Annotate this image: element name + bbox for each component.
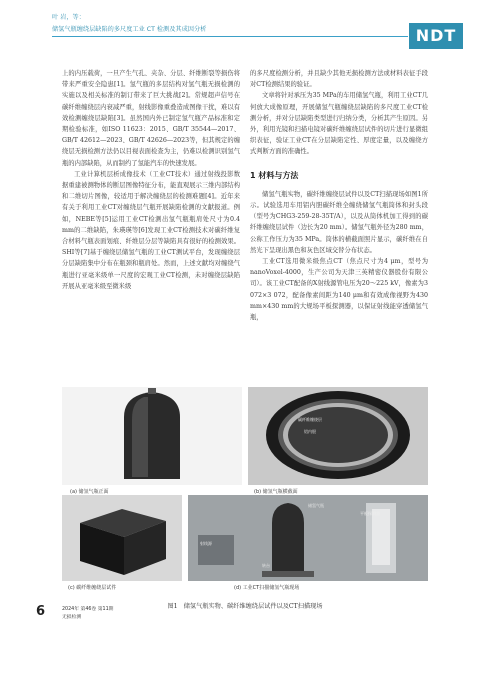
- journal-logo: NDT: [409, 23, 463, 49]
- figure-caption: 图1 储氢气瓶实物、碳纤维缠绕层试件以及CT扫描现场: [167, 603, 323, 610]
- label-turntable: 转台: [262, 563, 270, 568]
- label-aluminum-liner: 铝内胆: [304, 429, 316, 434]
- caption-panel-d: (d) 工业CT扫描储氢气瓶现场: [234, 585, 300, 591]
- footer-issue: 2024年 第46卷 第11期: [62, 607, 114, 612]
- label-carbon-fiber-layer: 碳纤维缠绕层: [298, 417, 322, 422]
- header-rule: [52, 36, 408, 37]
- paragraph: 工业CT选用微米级焦点CT（焦点尺寸为4 μm，型号为nanoVoxel-4000，生产公司为天津三英精密仪器股份有限公司）。该工业CT配备的X射线源管电压为20～225 kV，像素为3 072×3 072，配备像素间距为140 μm和有效成像视野为430 mm×430 mm的大规场平板探测器，以保证射线能穿透储氢气瓶，: [250, 258, 428, 322]
- caption-panel-b: (b) 储氢气瓶横截面: [254, 489, 298, 495]
- header-authors: 叶 岩，等：: [52, 14, 85, 21]
- paragraph: 的多尺度检测分析，并且缺少其他无损检测方法或材料表征手段对CT检测结果的验证。: [250, 70, 428, 89]
- section-heading: 1 材料与方法: [250, 170, 299, 180]
- paragraph: 文章将针对承压为35 MPa的车用储氢气瓶，利用工业CT几何放大成像原理，开展储氢气瓶缠绕层缺陷的多尺度工业CT检测分析，并对分层缺陷类型进行归纳分类，分析其产生原因。另外，利用光镜和扫描电镜对碳纤维缠绕层试件的切片进行显微组织表征，验证工业CT在分层缺陷定性、厚度定量，以及缠绕方式判断方面的准确性。: [250, 92, 428, 156]
- left-column: [62, 68, 240, 292]
- photo-cross-section: [248, 387, 428, 485]
- right-column: [250, 68, 428, 323]
- header-running-title: 储氢气瓶缠绕层缺陷的多尺度工业 CT 检测及其成因分析: [52, 26, 207, 33]
- label-flat-panel-detector: 平板探测器: [360, 511, 380, 516]
- page-header: [0, 0, 480, 62]
- caption-panel-c: (c) 碳纤维缠绕层试件: [68, 585, 117, 591]
- paragraph: 工业计算机层析成像技术（工业CT技术）通过射线投影数据重建被测物体的断层图像特征分布，能直观展示三维内部结构和二维切片图像，较适用于解决缠绕层的检测难题[4]。近年来有关于利用工业CT对缠绕层气瓶开展缺陷检测的文献报道。例如，NEBE等[5]运用工业CT检测出氢气瓶瓶肩处尺寸为0.4 mm的二维缺陷，朱瑛瑛等[6]发现工业CT检测技术对碳纤维复合材料气瓶表面划痕、纤维层分层等缺陷具有很好的检测效果。SHI等[7]基于缠绕层储氢气瓶的工业CT测试平台，发现缠绕层分层缺陷集中分布在瓶颈和瓶肩处。然而，上述文献均对缠绕气瓶进行亚毫米级单一尺度的宏观工业CT检测，未对缠绕层缺陷开展从亚毫米级至微米级: [62, 170, 240, 290]
- photo-specimen: [62, 495, 182, 581]
- label-cylinder: 储氢气瓶: [308, 503, 324, 508]
- photo-cylinder-front: [62, 387, 242, 485]
- paragraph: 上的内压载荷，一旦产生气孔、夹杂、分层、纤维断裂等损伤将带来严重安全隐患[1]。氢气瓶的多层结构对氢气瓶无损检测的实施以及相关标准的制订带来了巨大挑战[2]。常规超声信号在碳纤维缠绕层内衰减严重，射线影像重叠造成图像干扰，难以有效检测缠绕层缺陷[3]。虽然国内外已制定氢气瓶产品标准和定期检验标准，如ISO 11623：2015、GB/T 35544—2017、GB/T 42612—2023、GB/T 42626—2023等，但其规定的缠绕层无损检测方法仍以目视表面检查为主，仍难以检测识别氢气瓶的内部缺陷，从而制约了氢能汽车的快速发展。: [62, 70, 240, 167]
- caption-panel-a: (a) 储氢气瓶正面: [70, 489, 109, 495]
- footer-journal: 无损检测: [62, 615, 82, 620]
- page-number: 6: [36, 604, 46, 619]
- footer-info: [62, 606, 113, 622]
- label-xray-source: 射线源: [200, 541, 212, 546]
- paragraph: 储氢气瓶实物，碳纤维缠绕层试件以及CT扫描现场如图1所示。试验选用车用铝内胆碳纤维全缠绕储氢气瓶筒体和封头段（型号为CHG3-259-28-35T/A），以及从筒体机加工得到的碳纤维缠绕层试件（边长为20 mm）。储氢气瓶外径为280 mm，公称工作压力为35 MPa。筒体的横截面照片显示，碳纤维在自然光下呈现出黑色和灰色区域交替分布状态。: [250, 190, 428, 254]
